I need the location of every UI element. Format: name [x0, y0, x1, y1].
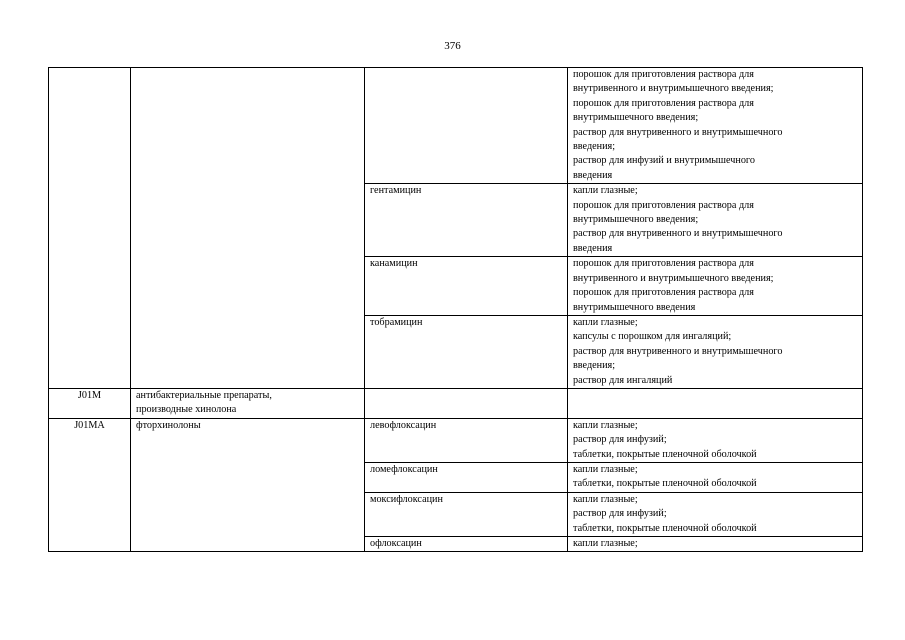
dosage-form-cell [568, 315, 863, 388]
dosage-form-line: таблетки, покрытые пленочной оболочкой [573, 522, 757, 534]
dosage-form-line: внутримышечного введения; [573, 214, 699, 226]
dosage-form-cell [568, 388, 863, 418]
dosage-form-line: таблетки, покрытые пленочной оболочкой [573, 478, 757, 490]
dosage-form-cell [568, 257, 863, 316]
dosage-form-line: внутримышечного введения [573, 301, 696, 313]
group-name-line: антибактериальные препараты, [136, 389, 272, 401]
drug-cell [365, 388, 568, 418]
dosage-form-line: раствор для внутривенного и внутримышечного [573, 126, 783, 138]
drug-cell: ломефлоксацин [365, 462, 568, 492]
dosage-form-cell [568, 537, 863, 552]
drug-cell: офлоксацин [365, 537, 568, 552]
atc-code-cell: J01M [49, 388, 131, 418]
dosage-form-cell [568, 462, 863, 492]
dosage-form-line: раствор для внутривенного и внутримышечного [573, 345, 783, 357]
group-cell [131, 418, 365, 552]
group-cell [131, 388, 365, 418]
dosage-form-line: капли глазные; [573, 185, 638, 197]
dosage-form-line: капли глазные; [573, 463, 638, 475]
dosage-form-line: капли глазные; [573, 538, 638, 549]
dosage-form-line: введения [573, 242, 613, 254]
drug-cell: канамицин [365, 257, 568, 316]
drug-cell [365, 68, 568, 184]
drug-cell: левофлоксацин [365, 418, 568, 462]
dosage-form-cell [568, 68, 863, 184]
dosage-form-line: раствор для инфузий; [573, 508, 667, 520]
dosage-form-line: раствор для внутривенного и внутримышечного [573, 228, 783, 240]
dosage-form-line: порошок для приготовления раствора для [573, 199, 754, 211]
dosage-form-line: таблетки, покрытые пленочной оболочкой [573, 448, 757, 460]
drug-cell: моксифлоксацин [365, 492, 568, 536]
dosage-form-cell [568, 184, 863, 257]
dosage-form-line: капли глазные; [573, 316, 638, 328]
drug-cell: тобрамицин [365, 315, 568, 388]
dosage-form-line: внутривенного и внутримышечного введения; [573, 83, 774, 95]
group-name-line: фторхинолоны [136, 419, 201, 431]
table-row [49, 68, 863, 184]
dosage-form-line: раствор для инфузий; [573, 434, 667, 446]
dosage-form-line: капли глазные; [573, 419, 638, 431]
dosage-form-line: внутривенного и внутримышечного введения; [573, 272, 774, 284]
atc-code-cell: J01MA [49, 418, 131, 552]
page-number: 376 [444, 40, 461, 52]
drug-table [48, 67, 863, 552]
dosage-form-line: порошок для приготовления раствора для [573, 258, 754, 270]
dosage-form-cell [568, 492, 863, 536]
table-row [49, 418, 863, 462]
dosage-form-line: введения; [573, 360, 616, 372]
dosage-form-cell [568, 418, 863, 462]
atc-code-cell [49, 68, 131, 389]
dosage-form-line: внутримышечного введения; [573, 112, 699, 124]
table-row [49, 388, 863, 418]
dosage-form-line: порошок для приготовления раствора для [573, 287, 754, 299]
dosage-form-line: порошок для приготовления раствора для [573, 69, 754, 80]
drug-cell: гентамицин [365, 184, 568, 257]
dosage-form-line: раствор для ингаляций [573, 374, 673, 386]
group-name-line: производные хинолона [136, 404, 237, 416]
dosage-form-line: капли глазные; [573, 493, 638, 505]
dosage-form-line: порошок для приготовления раствора для [573, 97, 754, 109]
dosage-form-line: раствор для инфузий и внутримышечного [573, 155, 755, 167]
dosage-form-line: капсулы с порошком для ингаляций; [573, 331, 732, 343]
dosage-form-line: введения; [573, 141, 616, 153]
dosage-form-line: введения [573, 169, 613, 181]
group-cell [131, 68, 365, 389]
